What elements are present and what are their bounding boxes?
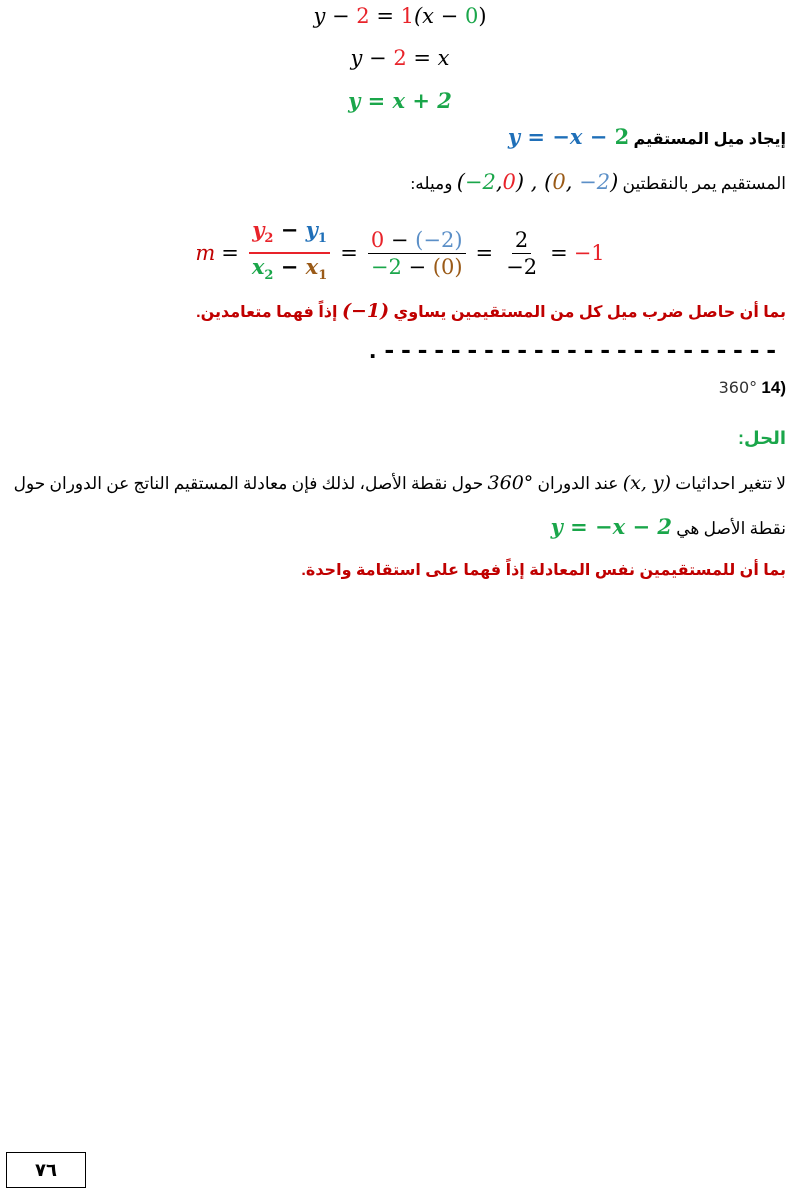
eq-part: (−2) <box>415 227 463 252</box>
points-values <box>457 170 619 194</box>
eq-part: 0 <box>370 227 385 252</box>
conclusion-value: (−1) <box>341 300 390 322</box>
eq-part: y − <box>350 46 394 70</box>
eq-part: − <box>384 227 416 252</box>
eq-part: 0 <box>502 170 516 194</box>
eq-part: − <box>401 254 433 279</box>
eq-part: 0 <box>552 170 566 194</box>
points-line-text: المستقيم يمر بالنقطتين <box>622 174 786 193</box>
slope-fraction-simplified <box>503 227 540 280</box>
fraction-numerator <box>368 227 466 254</box>
solution-text: عند الدوران <box>537 474 619 493</box>
eq-part: 1 <box>318 268 328 284</box>
points-line-suffix: وميله: <box>410 174 453 193</box>
conclusion-collinear: بما أن للمستقيمين نفس المعادلة إذاً فهما على استقامة واحدة. <box>301 562 786 579</box>
equation-simplified <box>0 46 800 70</box>
eq-part: , <box>524 170 545 194</box>
fraction-numerator: 2 <box>512 227 531 254</box>
points-line <box>411 170 786 194</box>
eq-part: 2 <box>393 46 407 70</box>
eq-part: , <box>565 170 580 194</box>
slope-result: −1 <box>573 241 605 265</box>
eq-part: x <box>251 254 265 279</box>
eq-part: ) <box>610 170 619 194</box>
eq-part: 0 <box>464 4 479 28</box>
eq-part: 1 <box>317 231 327 246</box>
equation-result: y = x + 2 <box>348 88 452 113</box>
eq-part: ) <box>515 170 525 194</box>
eq-part: y − <box>313 4 357 28</box>
eq-part: ) <box>478 4 487 28</box>
eq-part: 2 <box>264 268 274 284</box>
slope-symbol: m <box>195 241 216 265</box>
eq-part: (x − <box>413 4 465 28</box>
slope-heading-text: إيجاد ميل المستقيم <box>633 131 786 148</box>
eq-part: 2 <box>264 231 274 246</box>
eq-part: y <box>252 216 265 242</box>
solution-text-line-1 <box>14 472 786 494</box>
equals-sign: = <box>475 241 494 265</box>
eq-part: −2 <box>370 254 402 279</box>
question-number: (14 <box>761 378 786 397</box>
solution-label: الحل: <box>738 428 786 448</box>
eq-part: −2 <box>464 170 496 194</box>
eq-part: y = −x − <box>507 124 615 149</box>
eq-part: − <box>273 254 306 279</box>
slope-formula <box>0 216 800 284</box>
eq-part: ( <box>544 170 553 194</box>
question-14 <box>719 378 786 398</box>
eq-part: 1 <box>400 4 414 28</box>
solution-equation: y = −x − 2 <box>550 514 672 539</box>
eq-part: 2 <box>356 4 370 28</box>
fraction-denominator: −2 <box>506 254 538 279</box>
equation-point-slope <box>0 4 800 28</box>
solution-text: لا تتغير احداثيات <box>675 474 786 493</box>
eq-part: , <box>495 170 503 194</box>
fraction-numerator <box>249 217 330 254</box>
eq-part: 2 <box>614 124 630 149</box>
eq-part: x <box>305 254 319 279</box>
solution-text-line-2 <box>551 514 786 539</box>
solution-text: حول نقطة الأصل، لذلك فإن معادلة المستقيم الناتج عن الدوران حول <box>13 474 484 493</box>
solution-text: نقطة الأصل هي <box>676 519 786 538</box>
eq-part: −2 <box>579 170 611 194</box>
eq-part: = <box>369 4 401 28</box>
eq-part: (0) <box>432 254 463 279</box>
eq-part: − <box>273 216 306 242</box>
slope-fraction-symbolic <box>249 217 330 289</box>
eq-part: = x <box>406 46 450 70</box>
question-angle: 360° <box>718 378 758 397</box>
separator-line: .------------------------ <box>364 336 780 366</box>
fraction-denominator <box>249 254 330 289</box>
conclusion-perpendicular <box>196 300 786 322</box>
equals-sign: = <box>340 241 358 265</box>
equals-sign: = <box>550 241 568 265</box>
page-number: ٧٦ <box>6 1152 86 1188</box>
eq-part: ( <box>456 170 465 194</box>
slope-fraction-values <box>368 227 466 280</box>
solution-angle: 360° <box>487 472 534 494</box>
solution-coords: (x, y) <box>622 472 672 494</box>
fraction-denominator <box>368 254 466 280</box>
conclusion-text: بما أن حاصل ضرب ميل كل من المستقيمين يساوي <box>393 304 786 321</box>
conclusion-text: إذاً فهما متعامدين. <box>196 304 338 321</box>
slope-heading <box>508 124 786 149</box>
equals-sign: = <box>221 241 239 265</box>
slope-heading-equation <box>508 124 629 149</box>
eq-part: y <box>305 216 318 242</box>
